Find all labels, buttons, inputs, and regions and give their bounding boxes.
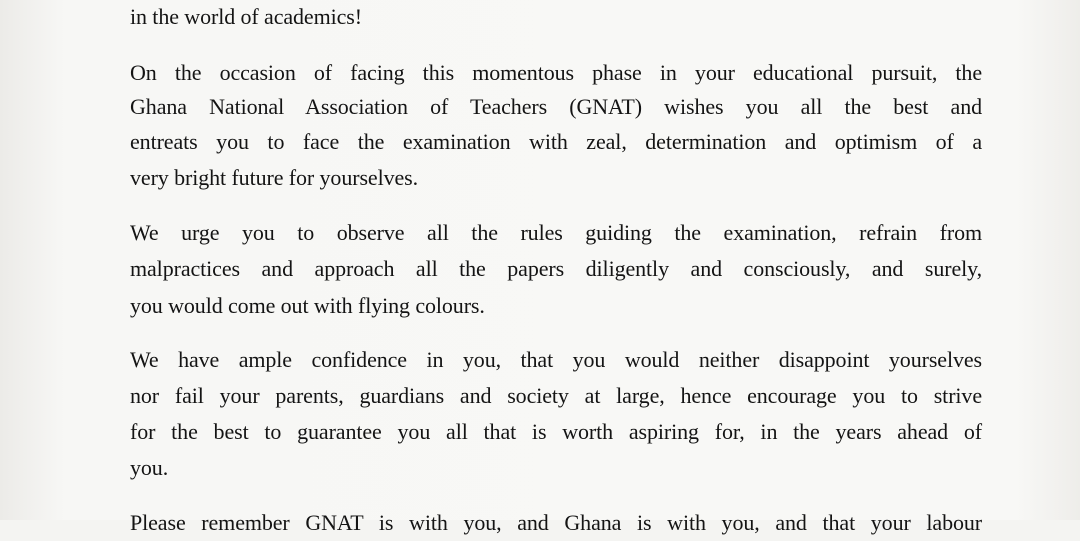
paragraph-3-line-3: you would come out with flying colours.	[130, 293, 485, 318]
paragraph-4-line-4: you.	[130, 455, 169, 480]
paragraph-1-line-1: in the world of academics!	[130, 4, 362, 29]
paragraph-5-line-1: Please remember GNAT is with you, and Ghana is with you, and that your labour	[130, 510, 982, 535]
paragraph-4-line-3: for the best to guarantee you all that is worth aspiring for, in the years ahead of	[130, 419, 982, 444]
paragraph-2-line-4: very bright future for yourselves.	[130, 165, 419, 190]
paragraph-3-line-1: We urge you to observe all the rules guiding the examination, refrain from	[130, 220, 982, 245]
paragraph-2-line-1: On the occasion of facing this momentous phase in your educational pursuit, the	[130, 60, 982, 85]
paragraph-2-line-3: entreats you to face the examination with zeal, determination and optimism of a	[130, 129, 982, 154]
paragraph-2-line-2: Ghana National Association of Teachers (GNAT) wishes you all the best and	[130, 94, 982, 119]
paragraph-4-line-1: We have ample confidence in you, that you would neither disappoint yourselves	[130, 347, 982, 372]
paragraph-4-line-2: nor fail your parents, guardians and society at large, hence encourage you to strive	[130, 383, 982, 408]
paragraph-3-line-2: malpractices and approach all the papers diligently and consciously, and surely,	[130, 256, 982, 281]
